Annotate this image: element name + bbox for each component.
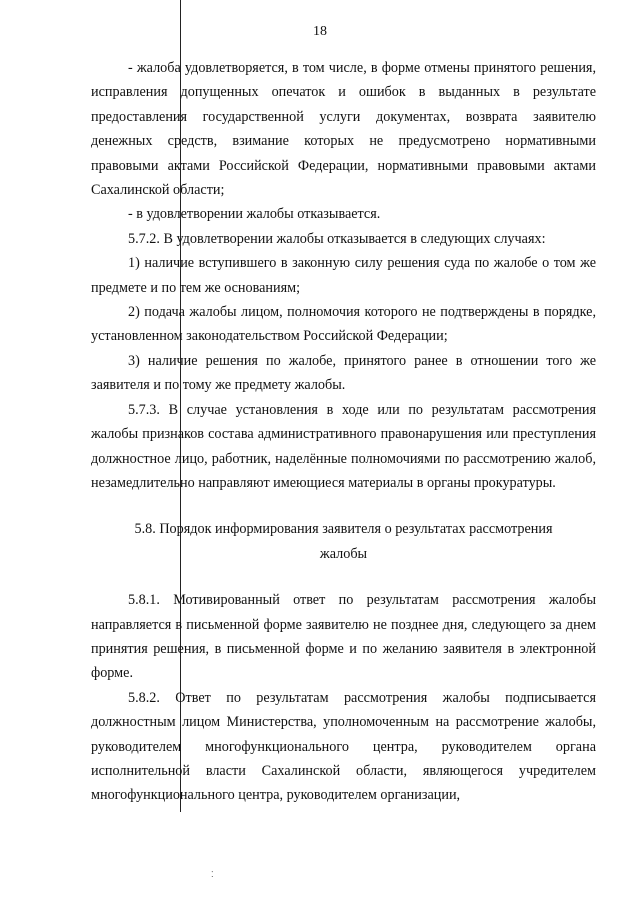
paragraph-complaint-rejected: - в удовлетворении жалобы отказывается. — [128, 206, 381, 223]
paragraph-case-2: 2) подача жалобы лицом, полномочия которого не подтверждены в порядке, установленном законодательством Российской Федерации; — [91, 304, 596, 345]
paragraph-complaint-satisfied: - жалоба удовлетворяется, в том числе, в форме отмены принятого решения, исправления допущенных опечаток и ошибок в выданных в результате предоставления государственной услуги документах, возврата заявителю денежных средств, взимание которых не предусмотрено нормативными правовыми актами Российской Федерации, нормативными правовыми актами Сахалинской области; — [91, 60, 596, 199]
paragraph-5-8-2: 5.8.2. Ответ по результатам рассмотрения жалобы подписывается должностным лицом Министерства, уполномоченным на рассмотрение жалобы, руководителем многофункционального центра, руководителем органа исполнительной власти Сахалинской области, являющегося учредителем многофункционального центра, руководителем организации, — [91, 689, 596, 804]
section-heading-5-8: 5.8. Порядок информирования заявителя о результатах рассмотрения жалобы — [134, 521, 553, 562]
page-number: 18 — [313, 24, 327, 39]
paragraph-5-7-3: 5.7.3. В случае установления в ходе или по результатам рассмотрения жалобы признаков состава административного правонарушения или преступления должностное лицо, работник, наделённые полномочиями по рассмотрению жалоб, незамедлительно направляют имеющиеся материалы в органы прокуратуры. — [91, 401, 596, 491]
paragraph-5-7-2: 5.7.2. В удовлетворении жалобы отказывается в следующих случаях: — [128, 230, 546, 247]
paragraph-case-1: 1) наличие вступившего в законную силу решения суда по жалобе о том же предмете и по тем же основаниям; — [91, 255, 596, 296]
paragraph-case-3: 3) наличие решения по жалобе, принятого ранее в отношении того же заявителя и по тому же предмету жалобы. — [91, 352, 596, 394]
paragraph-5-8-1: 5.8.1. Мотивированный ответ по результатам рассмотрения жалобы направляется в письменной форме заявителю не позднее дня, следующего за днем принятия решения, в письменной форме и по желанию заявителя в электронной форме. — [91, 592, 596, 682]
scan-speck: ⁚ — [211, 870, 214, 879]
document-body — [91, 56, 596, 808]
